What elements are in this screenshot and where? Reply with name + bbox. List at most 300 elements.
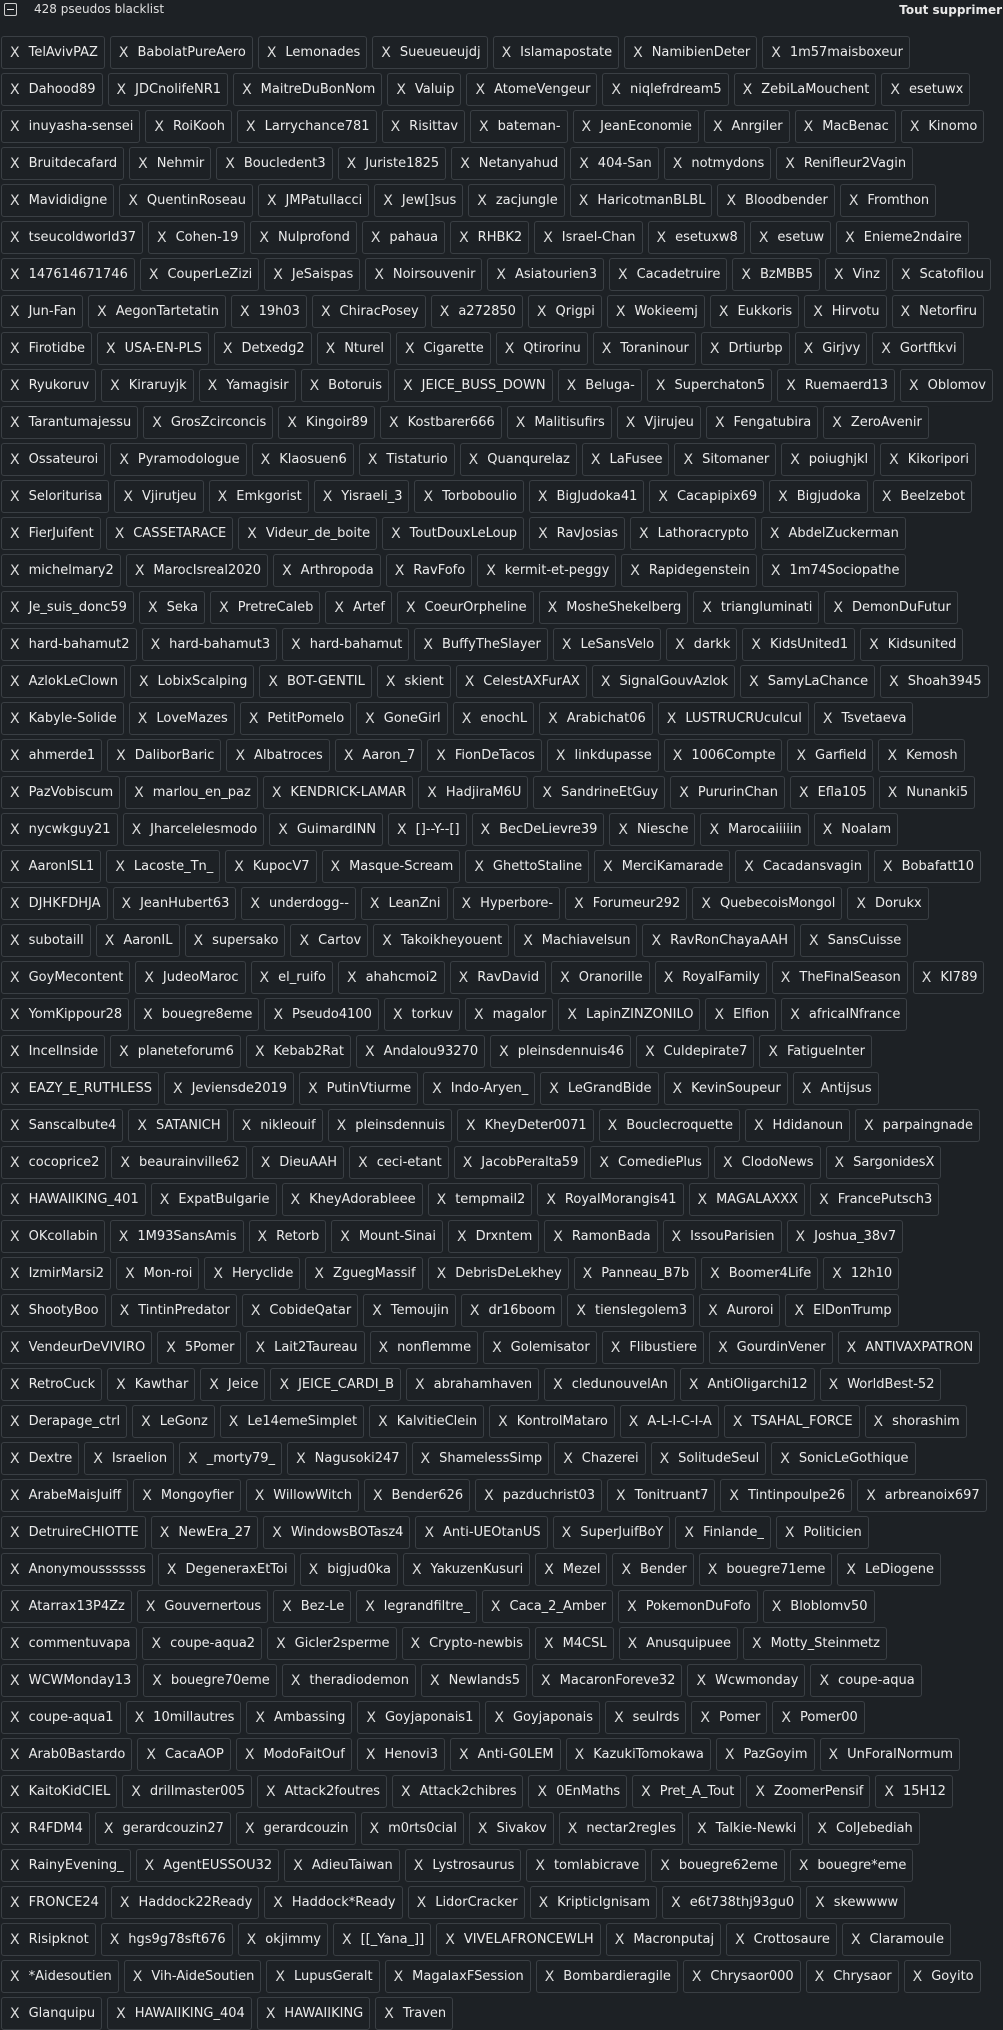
remove-x-icon[interactable]: X [116,2005,126,2022]
blacklist-chip[interactable] [535,1627,614,1660]
blacklist-chip[interactable] [314,480,410,513]
remove-x-icon[interactable]: X [10,1709,20,1726]
blacklist-chip[interactable] [1,1738,132,1771]
blacklist-chip[interactable] [607,295,705,328]
blacklist-chip[interactable] [726,1923,837,1956]
blacklist-chip[interactable] [536,1960,678,1993]
blacklist-chip[interactable] [1,998,129,1031]
remove-x-icon[interactable]: X [701,895,711,912]
remove-x-icon[interactable]: X [702,599,712,616]
remove-x-icon[interactable]: X [271,784,282,801]
remove-x-icon[interactable]: X [445,1931,455,1948]
blacklist-chip[interactable] [700,813,808,846]
remove-x-icon[interactable]: X [464,673,475,690]
remove-x-icon[interactable]: X [10,488,20,505]
remove-x-icon[interactable]: X [480,821,491,838]
remove-x-icon[interactable]: X [10,44,20,61]
remove-x-icon[interactable]: X [10,1857,20,1874]
remove-x-icon[interactable]: X [10,377,20,394]
remove-x-icon[interactable]: X [276,1635,286,1652]
blacklist-chip[interactable] [384,998,460,1031]
blacklist-chip[interactable] [238,1923,328,1956]
remove-x-icon[interactable]: X [600,673,611,690]
blacklist-chip[interactable] [544,1368,675,1401]
remove-x-icon[interactable]: X [627,1635,638,1652]
blacklist-chip[interactable] [528,1775,627,1808]
remove-x-icon[interactable]: X [707,1561,718,1578]
remove-x-icon[interactable]: X [10,1413,20,1430]
remove-x-icon[interactable]: X [675,636,685,653]
blacklist-chip[interactable] [88,295,226,328]
remove-x-icon[interactable]: X [474,1006,484,1023]
remove-x-icon[interactable]: X [499,1043,509,1060]
remove-x-icon[interactable]: X [314,1265,325,1282]
blacklist-chip[interactable] [810,1664,921,1697]
remove-x-icon[interactable]: X [462,1154,473,1171]
remove-x-icon[interactable]: X [137,1117,148,1134]
blacklist-chip[interactable] [377,665,451,698]
remove-x-icon[interactable]: X [614,1931,625,1948]
blacklist-chip[interactable] [95,1812,231,1845]
remove-x-icon[interactable]: X [475,81,486,98]
blacklist-chip[interactable] [453,702,534,735]
blacklist-chip[interactable] [709,1331,833,1364]
remove-x-icon[interactable]: X [574,895,584,912]
blacklist-chip[interactable] [913,961,985,994]
remove-x-icon[interactable]: X [628,1413,639,1430]
blacklist-chip[interactable] [824,591,957,624]
remove-x-icon[interactable]: X [10,525,20,542]
remove-x-icon[interactable]: X [466,1117,476,1134]
remove-x-icon[interactable]: X [217,488,228,505]
blacklist-chip[interactable] [374,184,463,217]
blacklist-chip[interactable] [704,110,790,143]
blacklist-chip[interactable] [129,702,235,735]
blacklist-chip[interactable] [602,73,728,106]
blacklist-chip[interactable] [823,406,929,439]
remove-x-icon[interactable]: X [474,858,484,875]
remove-x-icon[interactable]: X [390,118,401,135]
blacklist-chip[interactable] [278,406,375,439]
remove-x-icon[interactable]: X [834,266,844,283]
blacklist-chip[interactable] [282,1183,423,1216]
remove-x-icon[interactable]: X [10,303,20,320]
remove-x-icon[interactable]: X [785,155,795,172]
remove-x-icon[interactable]: X [346,155,357,172]
blacklist-chip[interactable] [855,1109,980,1142]
blacklist-chip[interactable] [662,1886,801,1919]
blacklist-chip[interactable] [1,665,125,698]
remove-x-icon[interactable]: X [427,784,437,801]
remove-x-icon[interactable]: X [501,44,512,61]
blacklist-chip[interactable] [808,1812,919,1845]
blacklist-chip[interactable] [415,1516,547,1549]
blacklist-chip[interactable] [1,480,109,513]
remove-x-icon[interactable]: X [683,451,694,468]
remove-x-icon[interactable]: X [369,895,380,912]
remove-x-icon[interactable]: X [116,747,126,764]
remove-x-icon[interactable]: X [536,303,547,320]
blacklist-chip[interactable] [735,850,869,883]
blacklist-chip[interactable] [842,1923,951,1956]
blacklist-chip[interactable] [249,1220,327,1253]
remove-x-icon[interactable]: X [93,1450,103,1467]
blacklist-chip[interactable] [287,1442,406,1475]
blacklist-chip[interactable] [566,1738,711,1771]
blacklist-chip[interactable] [251,961,333,994]
remove-x-icon[interactable]: X [549,1080,559,1097]
blacklist-chip[interactable] [111,1146,246,1179]
remove-x-icon[interactable]: X [538,1894,549,1911]
blacklist-chip[interactable] [1,1294,106,1327]
remove-x-icon[interactable]: X [790,451,800,468]
remove-x-icon[interactable]: X [416,1894,427,1911]
remove-x-icon[interactable]: X [389,414,399,431]
blacklist-chip[interactable] [1,1923,96,1956]
remove-x-icon[interactable]: X [10,1265,20,1282]
remove-x-icon[interactable]: X [548,710,558,727]
blacklist-chip[interactable] [209,480,309,513]
blacklist-chip[interactable] [1,110,140,143]
remove-x-icon[interactable]: X [213,1265,223,1282]
blacklist-chip[interactable] [338,961,445,994]
blacklist-chip[interactable] [617,406,701,439]
blacklist-chip[interactable] [142,628,278,661]
blacklist-chip[interactable] [487,258,604,291]
remove-x-icon[interactable]: X [119,1302,130,1319]
blacklist-chip[interactable] [705,998,776,1031]
blacklist-chip[interactable] [716,1738,815,1771]
remove-x-icon[interactable]: X [340,1228,350,1245]
remove-x-icon[interactable]: X [714,414,725,431]
remove-x-icon[interactable]: X [523,932,533,949]
blacklist-chip[interactable] [1,813,118,846]
remove-x-icon[interactable]: X [542,784,552,801]
blacklist-chip[interactable] [1,332,92,365]
remove-x-icon[interactable]: X [10,340,20,357]
remove-x-icon[interactable]: X [10,636,20,653]
remove-x-icon[interactable]: X [712,118,723,135]
remove-x-icon[interactable]: X [278,821,288,838]
remove-x-icon[interactable]: X [308,1561,319,1578]
remove-x-icon[interactable]: X [392,1006,403,1023]
blacklist-chip[interactable] [362,221,445,254]
blacklist-chip[interactable] [428,1183,533,1216]
remove-x-icon[interactable]: X [498,1413,508,1430]
remove-x-icon[interactable]: X [798,1857,809,1874]
remove-x-icon[interactable]: X [672,747,683,764]
remove-x-icon[interactable]: X [601,340,612,357]
remove-x-icon[interactable]: X [641,1783,651,1800]
remove-x-icon[interactable]: X [10,1043,20,1060]
remove-x-icon[interactable]: X [257,1228,268,1245]
blacklist-chip[interactable] [570,184,713,217]
remove-x-icon[interactable]: X [123,488,133,505]
blacklist-chip[interactable] [490,1035,631,1068]
remove-x-icon[interactable]: X [749,673,759,690]
remove-x-icon[interactable]: X [615,303,626,320]
remove-x-icon[interactable]: X [790,1006,800,1023]
blacklist-chip[interactable] [135,961,245,994]
remove-x-icon[interactable]: X [282,1598,292,1615]
remove-x-icon[interactable]: X [396,81,406,98]
remove-x-icon[interactable]: X [138,673,149,690]
remove-x-icon[interactable]: X [714,1006,725,1023]
remove-x-icon[interactable]: X [115,858,125,875]
remove-x-icon[interactable]: X [188,1450,198,1467]
remove-x-icon[interactable]: X [397,821,407,838]
remove-x-icon[interactable]: X [616,1487,626,1504]
remove-x-icon[interactable]: X [10,1783,20,1800]
remove-x-icon[interactable]: X [255,1339,266,1356]
remove-x-icon[interactable]: X [645,1043,655,1060]
blacklist-chip[interactable] [333,1923,431,1956]
blacklist-chip[interactable] [106,850,220,883]
blacklist-chip[interactable] [107,739,221,772]
remove-x-icon[interactable]: X [266,192,277,209]
remove-x-icon[interactable]: X [10,1191,20,1208]
blacklist-chip[interactable] [761,517,906,550]
blacklist-chip[interactable] [594,850,730,883]
blacklist-chip[interactable] [338,147,447,180]
remove-x-icon[interactable]: X [784,1524,795,1541]
remove-x-icon[interactable]: X [566,377,577,394]
blacklist-chip[interactable] [365,258,482,291]
remove-x-icon[interactable]: X [10,1487,20,1504]
blacklist-chip[interactable] [475,1479,602,1512]
remove-x-icon[interactable]: X [436,1265,447,1282]
blacklist-chip[interactable] [1,887,108,920]
remove-x-icon[interactable]: X [567,1820,578,1837]
blacklist-chip[interactable] [717,184,834,217]
blacklist-chip[interactable] [331,1220,443,1253]
remove-x-icon[interactable]: X [822,821,833,838]
remove-x-icon[interactable]: X [484,1487,494,1504]
blacklist-chip[interactable] [257,1997,370,2030]
remove-x-icon[interactable]: X [293,1857,303,1874]
remove-x-icon[interactable]: X [819,1672,830,1689]
remove-x-icon[interactable]: X [492,1339,502,1356]
remove-x-icon[interactable]: X [479,118,489,135]
remove-x-icon[interactable]: X [10,1746,20,1763]
remove-x-icon[interactable]: X [856,895,866,912]
blacklist-chip[interactable] [373,924,509,957]
blacklist-chip[interactable] [1,1146,106,1179]
blacklist-chip[interactable] [1,184,114,217]
blacklist-chip[interactable] [1,1220,105,1253]
remove-x-icon[interactable]: X [490,1598,501,1615]
remove-x-icon[interactable]: X [225,155,235,172]
blacklist-chip[interactable] [1,295,83,328]
blacklist-chip[interactable] [904,1960,981,1993]
blacklist-chip[interactable] [382,110,465,143]
blacklist-chip[interactable] [282,1664,416,1697]
blacklist-chip[interactable] [642,924,795,957]
blacklist-chip[interactable] [468,184,564,217]
blacklist-chip[interactable] [369,1405,484,1438]
blacklist-chip[interactable] [781,443,875,476]
blacklist-chip[interactable] [414,480,523,513]
remove-x-icon[interactable]: X [384,2005,394,2022]
remove-x-icon[interactable]: X [718,303,729,320]
remove-x-icon[interactable]: X [150,636,161,653]
blacklist-chip[interactable] [1,1886,106,1919]
blacklist-chip[interactable] [363,1294,456,1327]
blacklist-chip[interactable] [460,443,577,476]
remove-x-icon[interactable]: X [290,1191,301,1208]
blacklist-chip[interactable] [322,850,461,883]
remove-x-icon[interactable]: X [672,1080,683,1097]
remove-x-icon[interactable]: X [159,1524,170,1541]
remove-x-icon[interactable]: X [633,44,643,61]
blacklist-chip[interactable] [418,776,528,809]
blacklist-chip[interactable] [305,1257,422,1290]
blacklist-chip[interactable] [526,1849,646,1882]
blacklist-chip[interactable] [1,1849,131,1882]
remove-x-icon[interactable]: X [459,1746,469,1763]
blacklist-chip[interactable] [787,1220,904,1253]
blacklist-chip[interactable] [97,332,209,365]
blacklist-chip[interactable] [878,739,964,772]
remove-x-icon[interactable]: X [10,969,20,986]
blacklist-chip[interactable] [151,1516,259,1549]
remove-x-icon[interactable]: X [365,1746,376,1763]
remove-x-icon[interactable]: X [125,1265,135,1282]
remove-x-icon[interactable]: X [881,340,891,357]
blacklist-chip[interactable] [746,1775,870,1808]
remove-x-icon[interactable]: X [912,1968,923,1985]
blacklist-chip[interactable] [658,702,809,735]
blacklist-chip[interactable] [880,665,988,698]
remove-x-icon[interactable]: X [850,1931,861,1948]
blacklist-chip[interactable] [403,1553,530,1586]
blacklist-chip[interactable] [210,591,320,624]
remove-x-icon[interactable]: X [881,488,892,505]
blacklist-chip[interactable] [465,850,589,883]
blacklist-chip[interactable] [710,295,799,328]
remove-x-icon[interactable]: X [291,636,301,653]
remove-x-icon[interactable]: X [364,1043,375,1060]
remove-x-icon[interactable]: X [547,599,558,616]
blacklist-chip[interactable] [108,73,229,106]
blacklist-chip[interactable] [238,517,377,550]
remove-x-icon[interactable]: X [273,1006,284,1023]
blacklist-chip[interactable] [691,1701,767,1734]
remove-x-icon[interactable]: X [279,1376,290,1393]
blacklist-chip[interactable] [632,1775,741,1808]
remove-x-icon[interactable]: X [459,229,469,246]
blacklist-chip[interactable] [875,1775,952,1808]
remove-x-icon[interactable]: X [308,1080,318,1097]
remove-x-icon[interactable]: X [778,488,788,505]
blacklist-chip[interactable] [699,1553,833,1586]
collapse-minus-icon[interactable] [4,3,17,16]
blacklist-chip[interactable] [148,221,245,254]
remove-x-icon[interactable]: X [671,1894,681,1911]
blacklist-chip[interactable] [252,443,354,476]
remove-x-icon[interactable]: X [423,488,434,505]
remove-x-icon[interactable]: X [638,525,649,542]
remove-x-icon[interactable]: X [228,1413,239,1430]
remove-x-icon[interactable]: X [128,192,138,209]
blacklist-chip[interactable] [621,554,757,587]
blacklist-chip[interactable] [814,702,914,735]
remove-x-icon[interactable]: X [134,784,144,801]
remove-x-icon[interactable]: X [567,1006,577,1023]
remove-x-icon[interactable]: X [603,858,613,875]
blacklist-chip[interactable] [693,591,819,624]
blacklist-chip[interactable] [126,554,268,587]
remove-x-icon[interactable]: X [436,747,446,764]
blacklist-chip[interactable] [734,73,877,106]
remove-x-icon[interactable]: X [663,969,674,986]
remove-x-icon[interactable]: X [666,710,677,727]
blacklist-chip[interactable] [872,332,963,365]
blacklist-chip[interactable] [620,1405,719,1438]
remove-x-icon[interactable]: X [770,562,781,579]
blacklist-chip[interactable] [769,480,868,513]
blacklist-chip[interactable] [1,1960,119,1993]
blacklist-chip[interactable] [840,184,936,217]
blacklist-chip[interactable] [450,961,547,994]
blacklist-chip[interactable] [472,813,605,846]
blacklist-chip[interactable] [385,1960,531,1993]
blacklist-chip[interactable] [683,1960,801,1993]
blacklist-chip[interactable] [397,591,534,624]
blacklist-chip[interactable] [386,554,473,587]
blacklist-chip[interactable] [126,1701,242,1734]
blacklist-chip[interactable] [1,850,101,883]
remove-x-icon[interactable]: X [769,525,780,542]
blacklist-chip[interactable] [507,406,612,439]
remove-x-icon[interactable]: X [429,1672,440,1689]
remove-x-icon[interactable]: X [146,1746,156,1763]
blacklist-chip[interactable] [142,1627,262,1660]
remove-x-icon[interactable]: X [10,1561,20,1578]
remove-x-icon[interactable]: X [561,1524,572,1541]
remove-x-icon[interactable]: X [741,266,751,283]
remove-x-icon[interactable]: X [137,710,148,727]
blacklist-chip[interactable] [838,1331,981,1364]
blacklist-chip[interactable] [1,1183,146,1216]
blacklist-chip[interactable] [290,924,368,957]
remove-x-icon[interactable]: X [814,1968,825,1985]
blacklist-chip[interactable] [593,332,696,365]
remove-x-icon[interactable]: X [660,1857,670,1874]
remove-x-icon[interactable]: X [576,1302,586,1319]
remove-x-icon[interactable]: X [235,747,246,764]
remove-x-icon[interactable]: X [461,710,472,727]
remove-x-icon[interactable]: X [10,451,20,468]
remove-x-icon[interactable]: X [10,784,20,801]
blacklist-chip[interactable] [226,739,329,772]
blacklist-chip[interactable] [619,1627,738,1660]
blacklist-chip[interactable] [847,887,928,920]
blacklist-chip[interactable] [762,554,907,587]
blacklist-chip[interactable] [675,1516,771,1549]
remove-x-icon[interactable]: X [322,488,333,505]
blacklist-chip[interactable] [530,1886,658,1919]
remove-x-icon[interactable]: X [890,81,900,98]
remove-x-icon[interactable]: X [118,44,129,61]
blacklist-chip[interactable] [123,813,265,846]
blacklist-chip[interactable] [250,221,356,254]
blacklist-chip[interactable] [820,1738,961,1771]
blacklist-chip[interactable] [214,332,312,365]
remove-x-icon[interactable]: X [423,636,434,653]
blacklist-chip[interactable] [216,147,332,180]
remove-x-icon[interactable]: X [296,1450,306,1467]
